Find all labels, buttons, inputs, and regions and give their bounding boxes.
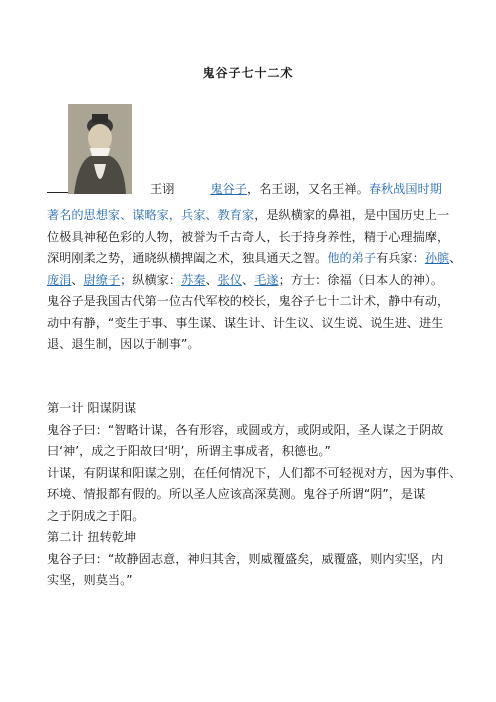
intro-line-2: 位极具神秘色彩的人物，被誉为千古奇人，长于持身养性，精于心理揣摩， xyxy=(47,229,450,244)
link-thinker-strategist[interactable]: 著名的思想家、谋略家，兵家、教育家 xyxy=(47,208,255,222)
intro-text: 、 xyxy=(71,272,84,287)
section-heading: 第一计 阳谋阴谋 xyxy=(47,401,137,415)
link-disciples[interactable]: 他的弟子 xyxy=(327,251,377,265)
underline-placeholder xyxy=(47,192,68,193)
document-title: 鬼谷子七十二术 xyxy=(202,66,294,80)
link-weiliaozi[interactable]: 尉缭子 xyxy=(83,272,121,287)
intro-text: ；纵横家： xyxy=(120,272,182,287)
link-suqin[interactable]: 苏秦 xyxy=(181,272,206,287)
intro-text: ，名王诩，又名王禅。 xyxy=(246,182,369,196)
section-line: 鬼谷子曰：“故静固志意，神归其舍，则威覆盛矣，威覆盛，则内实坚，内 xyxy=(47,551,444,566)
section-line: 计谋，有阴谋和阳谋之别，在任何情况下，人们都不可轻视对方，因为事件、 xyxy=(47,465,462,480)
intro-text: 、 xyxy=(242,272,255,287)
section-line: 曰‘神’，成之于阳故曰‘明’，所谓主事成者，积德也。” xyxy=(47,444,331,458)
intro-line-0 xyxy=(150,180,442,197)
section-2 xyxy=(47,527,457,592)
section-heading: 第二计 扭转乾坤 xyxy=(47,530,137,544)
portrait-image xyxy=(68,104,132,194)
section-1 xyxy=(47,398,462,527)
intro-body xyxy=(47,205,462,356)
link-sunbin[interactable]: 孙膑 xyxy=(424,251,450,265)
intro-line-3 xyxy=(47,248,462,270)
section-line: 环境、情报都有假的。所以圣人应该高深莫测。鬼谷子所谓“阴”，是谋 xyxy=(47,487,426,501)
intro-line-6: 动中有静，“变生于事、事生谋、谋生计、计生议、议生说、说生进、进生 xyxy=(47,315,444,330)
link-pangjuan[interactable]: 庞涓 xyxy=(47,272,72,287)
link-guiguzi[interactable]: 鬼谷子 xyxy=(210,182,247,196)
author-name: 王诩 xyxy=(150,182,175,196)
section-line: 之于阴成之于阳。 xyxy=(47,508,145,523)
intro-text: 深明刚柔之势，通晓纵横捭阖之术，独具通天之智。 xyxy=(47,251,328,265)
intro-text: 、 xyxy=(449,251,462,265)
guiguzi-portrait-icon xyxy=(68,104,132,194)
intro-text: ；方士：徐福（日本人的神）。 xyxy=(278,272,444,287)
link-zhangyi[interactable]: 张仪 xyxy=(217,272,242,287)
section-line: 鬼谷子曰：“智略计谋，各有形容，或圆或方，或阴或阳，圣人谋之于阴故 xyxy=(47,422,444,437)
intro-line-7: 退、退生制，因以于制事”。 xyxy=(47,337,200,351)
intro-line-1 xyxy=(47,205,457,227)
section-line: 实坚，则莫当。” xyxy=(47,573,133,587)
intro-line-4 xyxy=(47,270,457,292)
intro-text: 、 xyxy=(205,272,218,287)
link-maosui[interactable]: 毛遂 xyxy=(254,272,279,287)
intro-text: 有兵家： xyxy=(376,251,425,265)
link-chunqiu-zhanguo[interactable]: 春秋战国时期 xyxy=(368,182,442,196)
intro-text: ，是纵横家的鼻祖，是中国历史上一 xyxy=(254,208,450,222)
intro-line-5: 鬼谷子是我国古代第一位古代军校的校长，鬼谷子七十二计术，静中有动， xyxy=(47,294,450,308)
